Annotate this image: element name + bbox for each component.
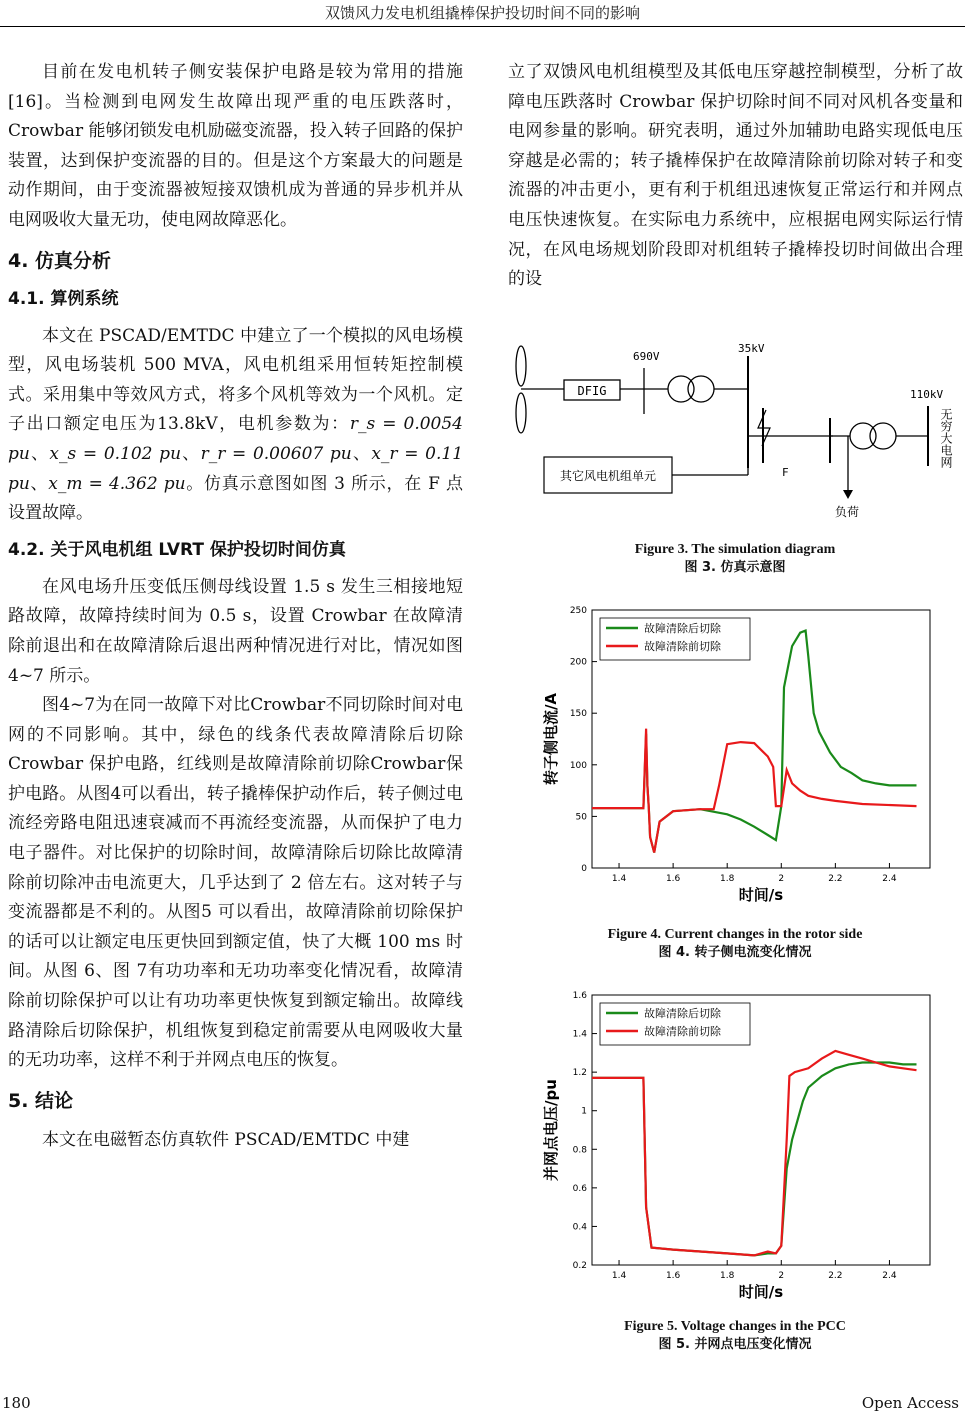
param-rr: r_r = 0.00607 pu	[200, 443, 352, 464]
label-other-units: 其它风电机组单元	[559, 469, 657, 483]
x-tick-label: 1.6	[665, 874, 681, 884]
section-4-1-title: 4.1. 算例系统	[8, 288, 119, 309]
y-tick-label: 0	[581, 864, 587, 874]
label-690v: 690V	[633, 350, 660, 363]
y-tick-label: 100	[569, 760, 587, 771]
label-load: 负荷	[835, 505, 860, 519]
y-tick-label: 200	[569, 657, 587, 668]
transformer-2-icon	[850, 423, 876, 449]
y-tick-label: 50	[575, 812, 587, 823]
x-axis-label: 时间/s	[738, 1283, 784, 1301]
lightning-icon	[758, 410, 770, 446]
y-tick-label: 1.4	[572, 1029, 587, 1040]
y-tick-label: 1.2	[572, 1068, 587, 1079]
section-5-title: 5. 结论	[8, 1089, 74, 1112]
label-infinite-grid: 无穷大电网	[939, 408, 953, 468]
para2-text-a: 本文在 PSCAD/EMTDC 中建立了一个模拟的风电场模型，风电场装机 500 MVA，风电机组采用恒转矩控制模式。采用集中等效风方式，将多个风机等效为一个风机。定子出口额定电压为13.8kV，电机参数为：	[8, 325, 463, 435]
param-rs: r_s = 0.0054 pu	[8, 414, 463, 464]
figure-3-caption-zh: 图 3. 仿真示意图	[684, 560, 786, 575]
header-rule	[0, 26, 965, 27]
y-tick-label: 250	[569, 606, 587, 616]
y-tick-label: 0.6	[572, 1183, 587, 1194]
y-tick-label: 1	[581, 1106, 587, 1117]
left-paragraph-4: 图4~7为在同一故障下对比Crowbar不同切除时间对电网的不同影响。其中，绿色的线条代表故障清除后切除 Crowbar 保护电路，红线则是故障清除前切除Crowbar保护电路。从图4可以看出，转子撬棒保护动作后，转子侧过电流经旁路电阻迅速衰减而不再流经变流器，从而保护了电力电子器件。对比保护的切除时间，故障清除后切除比故障清除前切除冲击电流更大，几乎达到了 2 倍左右。这对转子与变流器都是不利的。从图5 可以看出，故障清除前切除保护的话可以让额定电压更快回到额定值，快了大概 100 ms 时间。从图 6、图 7有功功率和无功功率变化情况看，故障清除前切除保护可以让有功功率更快恢复到额定输出。故障线路清除后切除保护，机组恢复到稳定前需要从电网吸收大量的无功功率，这样不利于并网点电压的恢复。	[8, 695, 463, 1071]
left-paragraph-1: 目前在发电机转子侧安装保护电路是较为常用的措施[16]。当检测到电网发生故障出现严重的电压跌落时，Crowbar 能够闭锁发电机励磁变流器，投入转子回路的保护装置，达到保护变流器的目的。但是这个方案最大的问题是动作期间，由于变流器被短接双馈机成为普通的异步机并从电网吸收大量无功，使电网故障恶化。	[8, 62, 463, 230]
legend-label-2: 故障清除前切除	[644, 1025, 721, 1038]
figure-3-caption-en: Figure 3. The simulation diagram	[634, 542, 836, 557]
load-arrow-icon	[843, 490, 853, 499]
y-axis-label: 并网点电压/pu	[542, 1079, 560, 1181]
right-paragraph-1: 立了双馈风电机组模型及其低电压穿越控制模型，分析了故障电压跌落时 Crowbar 保护切除时间不同对风机各变量和电网参量的影响。研究表明，通过外加辅助电路实现低电压穿越是必需的；转子撬棒保护在故障清除前切除对转子和变流器的冲击更小，更有利于机组迅速恢复正常运行和并网点电压快速恢复。在实际电力系统中，应根据电网实际运行情况，在风电场规划阶段即对机组转子撬棒投切时间做出合理的设	[508, 62, 963, 290]
x-axis-label: 时间/s	[738, 886, 784, 904]
publisher-label: Open Access	[861, 1394, 959, 1412]
x-tick-label: 1.8	[720, 874, 735, 884]
figure-4-caption-zh: 图 4. 转子侧电流变化情况	[658, 945, 812, 960]
x-tick-label: 1.6	[665, 1271, 681, 1281]
figure-3-diagram	[508, 338, 963, 528]
page-number: 180	[2, 1394, 31, 1412]
y-tick-label: 150	[569, 709, 587, 720]
x-tick-label: 2	[778, 874, 785, 884]
legend-label-1: 故障清除后切除	[644, 622, 721, 635]
param-xr: x_r = 0.11 pu	[8, 443, 464, 494]
dfig-label: DFIG	[577, 384, 607, 398]
y-tick-label: 0.2	[572, 1261, 587, 1271]
running-title: 双馈风力发电机组撬棒保护投切时间不同的影响	[324, 4, 640, 22]
x-tick-label: 2	[778, 1271, 785, 1281]
y-axis-label: 转子侧电流/A	[542, 692, 560, 786]
legend-label-1: 故障清除后切除	[644, 1007, 721, 1020]
x-tick-label: 2.2	[828, 1271, 843, 1281]
transformer-1-icon	[668, 376, 694, 402]
left-paragraph-5: 本文在电磁暂态仿真软件 PSCAD/EMTDC 中建	[42, 1129, 410, 1150]
param-xs: x_s = 0.102 pu	[49, 443, 182, 464]
y-tick-label: 0.4	[572, 1222, 587, 1233]
x-tick-label: 1.4	[611, 1271, 627, 1281]
right-column	[508, 58, 963, 295]
x-tick-label: 1.4	[611, 874, 627, 884]
legend-label-2: 故障清除前切除	[644, 640, 721, 653]
x-tick-label: 2.2	[828, 874, 843, 884]
para2-text-b: 。仿真示意图如图 3 所示，在 F 点设置故障。	[8, 473, 463, 524]
figure-4-caption-en: Figure 4. Current changes in the rotor side	[607, 927, 863, 942]
label-35kv: 35kV	[738, 342, 765, 355]
x-tick-label: 2.4	[882, 1271, 897, 1281]
y-tick-label: 1.6	[572, 991, 587, 1001]
y-tick-label: 0.8	[572, 1145, 587, 1156]
label-110kv: 110kV	[910, 388, 944, 401]
x-tick-label: 1.8	[720, 1271, 735, 1281]
left-column	[8, 58, 463, 1155]
left-paragraph-3: 在风电场升压变低压侧母线设置 1.5 s 发生三相接地短路故障，故障持续时间为 0.5 s，设置 Crowbar 在故障清除前退出和在故障清除后退出两种情况进行对比，情况如图 4~7 所示。	[8, 576, 463, 686]
x-tick-label: 2.4	[882, 874, 897, 884]
wind-turbine-icon	[516, 346, 564, 433]
figure-5-caption-zh: 图 5. 并网点电压变化情况	[658, 1337, 812, 1352]
figure-5-caption-en: Figure 5. Voltage changes in the PCC	[624, 1319, 846, 1334]
section-4-title: 4. 仿真分析	[8, 249, 112, 272]
label-fault-f: F	[782, 466, 789, 479]
section-4-2-title: 4.2. 关于风电机组 LVRT 保护投切时间仿真	[8, 539, 346, 560]
figure-5-chart	[540, 985, 940, 1305]
figure-4-chart	[540, 600, 940, 908]
param-xm: x_m = 4.362 pu	[48, 473, 186, 494]
left-paragraph-2: 本文在 PSCAD/EMTDC 中建立了一个模拟的风电场模型，风电场装机 500 MVA，风电机组采用恒转矩控制模式。采用集中等效风方式，将多个风机等效为一个风机。定子出口额定电压为13.8kV，电机参数为：r_s = 0.0054 pu、x_s = 0.102 pu、r_r = 0.00607 pu、x_r = 0.11 pu、x_m = 4.362 pu。仿真示意图如图 3 所示，在 F 点设置故障。	[8, 325, 464, 524]
